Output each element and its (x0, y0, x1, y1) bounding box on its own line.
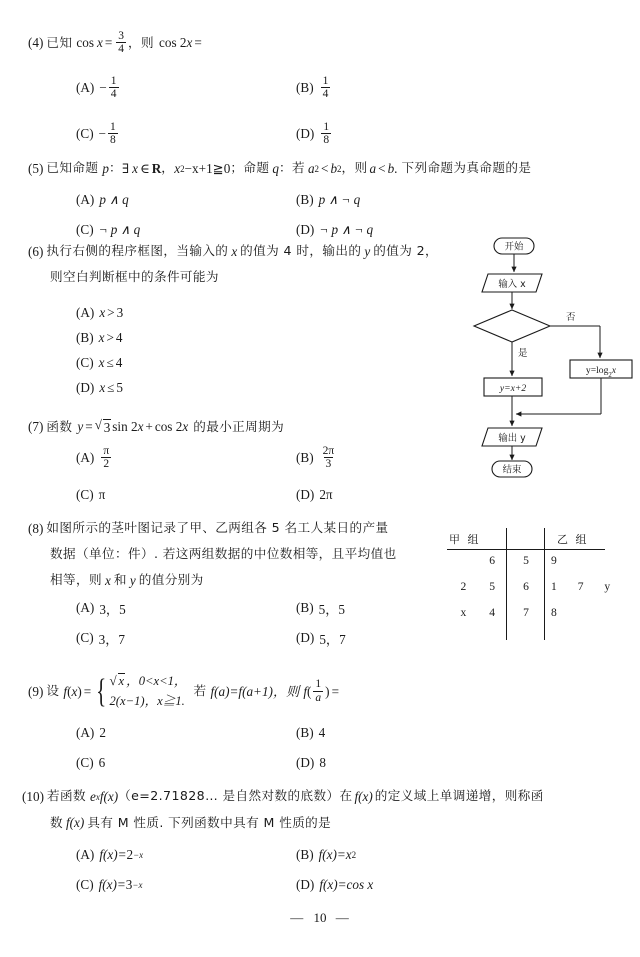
question-6-stem-line-2 (50, 271, 438, 284)
stem-leaf-left-leaves: 2 5 (460, 580, 505, 593)
option-6-D[interactable] (76, 380, 123, 396)
question-8-stem-line-3 (50, 574, 397, 587)
option-7-C-text: π (98, 487, 106, 502)
question-8-line3-c: 的值分别为 (138, 572, 204, 588)
option-7-A-label: (A) (76, 450, 95, 465)
fraction-numerator: 3 (118, 29, 125, 42)
stem-leaf-row (447, 606, 605, 631)
option-7-C[interactable] (76, 487, 105, 503)
option-6-A-var: x (99, 304, 106, 320)
question-9-option-row-2 (28, 748, 458, 778)
option-4-D-fraction (321, 121, 331, 147)
option-6-B[interactable] (76, 330, 122, 346)
option-6-C[interactable] (76, 355, 122, 371)
question-7-x1: x (137, 419, 144, 435)
option-9-D-label: (D) (296, 755, 315, 770)
question-4-cos: cos (76, 35, 94, 51)
question-5-stem: (5) 已知命题 p ： ∃ x ∈ R ， x 2 −x+1≧0 ； 命题 q ： 若 a 2 < b 2 ， 则 a < b . 下列命题为真命题的是 (28, 160, 532, 176)
question-7-option-row-1 (28, 440, 458, 476)
option-8-A[interactable] (76, 599, 126, 618)
flowchart-assign-label: y=x+2 (499, 383, 527, 394)
option-6-B-var: x (98, 329, 105, 345)
option-5-C-text: ¬ p ∧ q (98, 222, 141, 237)
question-4-variable: x (96, 35, 103, 51)
option-9-B-text: 4 (318, 725, 326, 740)
program-flowchart (466, 236, 640, 480)
question-8-line3-a: 相等，则 (50, 572, 102, 588)
sqrt-content: 3 (103, 420, 111, 435)
option-4-D[interactable] (296, 121, 333, 147)
question-4-fraction (116, 30, 126, 56)
question-5-options (28, 185, 458, 245)
option-10-D-label: (D) (296, 877, 315, 892)
option-7-B-fraction (321, 445, 337, 471)
question-7-x2: x (182, 419, 189, 435)
piecewise-case-2-condition: x≧1. (157, 693, 185, 708)
option-4-A-label: (A) (76, 80, 95, 95)
question-6-option-row-C (28, 350, 458, 375)
option-9-C[interactable] (76, 755, 105, 771)
question-6-y: y (364, 244, 371, 259)
option-9-A-text: 2 (99, 725, 106, 740)
colon-1: ： (108, 160, 122, 176)
option-8-A-text: 3，5 (99, 601, 126, 617)
fraction-numerator: 1 (315, 678, 322, 691)
question-4-tail-fn: cos 2 (159, 35, 187, 51)
question-7 (28, 419, 284, 435)
question-4-option-row-1 (28, 68, 458, 108)
option-4-C[interactable] (76, 121, 120, 147)
option-10-A[interactable]: (A) f(x)= 2 −x (76, 847, 144, 862)
log-subscript: 2 (608, 371, 612, 379)
sqrt-content: x (118, 674, 125, 688)
fraction-denominator: 8 (110, 134, 116, 146)
option-7-D-label: (D) (296, 487, 315, 502)
question-9-tail-lparen: ( (307, 683, 312, 699)
option-9-D-text: 8 (319, 755, 326, 770)
option-9-B[interactable] (296, 725, 325, 741)
question-9-number: (9) (28, 683, 44, 699)
stem-leaf-header-right: 乙 组 (557, 533, 589, 546)
option-8-D-text: 5，7 (319, 631, 346, 647)
option-6-A-val: 3 (116, 304, 124, 320)
piecewise-rows (110, 672, 187, 711)
comma-1: ， (161, 160, 175, 176)
option-10-B-base: x (345, 847, 352, 862)
fraction-denominator: 2 (103, 458, 110, 470)
flowchart-input-label: 输入 x (498, 279, 526, 290)
question-8-options (28, 593, 458, 653)
question-10-line2-a: 数 (50, 814, 63, 830)
option-6-B-label: (B) (76, 329, 94, 345)
left-brace-icon: { (96, 672, 107, 710)
question-7-cos: cos 2 (154, 419, 183, 435)
question-4-stem-mid: ，则 (128, 34, 155, 50)
fraction-denominator: 4 (322, 88, 329, 100)
stem-leaf-header-left: 甲 组 (449, 533, 481, 546)
option-9-A[interactable] (76, 725, 106, 741)
option-10-C-label: (C) (76, 877, 94, 892)
question-6-number: (6) (28, 244, 44, 259)
question-8-y: y (129, 572, 136, 588)
question-10-number: (10) (22, 789, 44, 804)
fraction-numerator: 1 (110, 120, 116, 133)
option-10-B-label: (B) (296, 847, 314, 862)
stem-leaf-horizontal-rule (447, 549, 605, 550)
stem-leaf-row (447, 580, 620, 605)
question-6-line1-a: 执行右侧的程序框图，当输入的 (46, 243, 229, 259)
option-5-B-label: (B) (296, 192, 314, 207)
fraction-numerator: 1 (322, 74, 329, 87)
question-7-y: y (77, 419, 84, 435)
option-4-A-fraction (109, 75, 119, 101)
fraction-denominator: a (315, 691, 322, 704)
question-9-tail-f: f (303, 683, 307, 699)
question-6-options (28, 300, 458, 400)
question-10-option-row-2 (28, 870, 458, 900)
option-10-A-base: 2 (126, 847, 134, 862)
option-6-A[interactable] (76, 305, 123, 321)
question-9-tail-rparen: ) (325, 683, 330, 699)
option-7-D-text: 2π (319, 487, 333, 502)
option-5-A[interactable] (76, 192, 129, 208)
option-9-C-text: 6 (98, 755, 106, 770)
option-5-A-label: (A) (76, 192, 95, 207)
question-9-stem (28, 672, 341, 711)
question-4-options (28, 68, 458, 154)
option-5-A-text: p ∧ q (99, 192, 129, 207)
option-4-D-label: (D) (296, 126, 315, 141)
stem-leaf-left-leaves: 6 (489, 554, 505, 567)
option-6-A-rel: > (107, 304, 115, 320)
option-5-B-text: p ∧ ¬ q (318, 192, 361, 207)
ze-character: 则 (354, 160, 368, 176)
flowchart-log-label (586, 365, 617, 379)
option-5-C-label: (C) (76, 222, 94, 237)
less-than-2: < (378, 161, 386, 176)
footer-dash-right: — (335, 910, 350, 925)
option-7-D[interactable] (296, 487, 333, 503)
question-6-stem-line-1 (28, 245, 438, 258)
option-9-A-label: (A) (76, 725, 95, 740)
stem-leaf-left-leaves: x 4 (460, 606, 505, 619)
option-10-B-lhs: f(x)= (318, 847, 346, 862)
question-7-equals: = (85, 419, 93, 435)
question-10-stem-line-1: (10) 若函数 e x f(x) （e=2.71828… 是自然对数的底数） 在 f(x) 的定义域上单调递增，则称函 (22, 788, 544, 804)
question-10-option-row-1 (28, 840, 458, 870)
question-5 (28, 162, 531, 175)
option-6-D-label: (D) (76, 379, 95, 395)
stem-leaf-stem: 7 (523, 606, 529, 619)
exists-symbol: ∃ (121, 161, 130, 176)
semicolon: ； (230, 160, 244, 176)
footer-dash-left: — (290, 910, 305, 925)
stem-leaf-right-leaves: 9 (551, 554, 566, 567)
question-7-number: (7) (28, 419, 44, 435)
question-10-options (28, 840, 458, 900)
option-4-B-label: (B) (296, 80, 314, 95)
question-9-condition: f(a)=f(a+1)，则 (210, 683, 300, 699)
proposition-q: q (272, 161, 279, 176)
question-5-stem-c: 下列命题为真命题的是 (401, 160, 532, 176)
option-10-C[interactable]: (C) f(x)= 3 −x (76, 877, 143, 892)
option-6-C-val: 4 (115, 354, 123, 370)
option-5-D-label: (D) (296, 222, 315, 237)
option-7-B[interactable] (296, 445, 338, 471)
variable-b: b (330, 161, 338, 176)
piecewise-function (93, 672, 186, 711)
option-6-B-val: 4 (115, 329, 123, 345)
fraction-numerator: 1 (110, 74, 117, 87)
option-10-A-lhs: f(x)= (99, 847, 127, 862)
question-8-line2: 数据（单位：件）. 若这两组数据的中位数相等，且平均值也 (50, 546, 397, 562)
fraction-denominator: 4 (118, 42, 125, 55)
question-9-options (28, 718, 458, 778)
question-4-stem (28, 30, 204, 56)
stem-leaf-right-leaves: 8 (551, 606, 566, 619)
question-9-tail-equals: = (331, 683, 339, 699)
fraction-numerator: π (103, 444, 110, 457)
question-4-equals: = (104, 35, 113, 51)
variable-a-2: a (369, 161, 377, 176)
option-9-B-label: (B) (296, 725, 314, 740)
stem-leaf-right-leaves: 1 7 y (551, 580, 620, 593)
piecewise-case-2-expr: 2(x−1)， (109, 693, 158, 708)
flowchart-output-label: 输出 y (498, 433, 526, 444)
option-8-C-text: 3，7 (98, 631, 125, 647)
question-8-option-row-1 (28, 593, 458, 623)
question-9-tail-fraction (313, 678, 323, 704)
question-4-option-row-2 (28, 114, 458, 154)
option-6-C-label: (C) (76, 354, 94, 370)
option-6-A-label: (A) (76, 304, 95, 320)
question-7-plus: + (145, 419, 153, 435)
option-8-C[interactable] (76, 629, 125, 648)
option-10-C-lhs: f(x)= (98, 877, 126, 892)
option-4-A-sign: − (99, 80, 107, 95)
option-8-C-label: (C) (76, 630, 94, 645)
question-5-number: (5) (28, 161, 44, 176)
option-6-B-rel: > (106, 329, 114, 345)
option-5-D[interactable] (296, 222, 373, 238)
piecewise-case-2 (110, 692, 187, 712)
question-7-sin: sin 2 (112, 419, 138, 435)
question-9-x: x (71, 683, 78, 699)
question-8-x: x (104, 572, 111, 588)
option-8-D-label: (D) (296, 630, 315, 645)
question-10-line2-b: 具有 M 性质. 下列函数中具有 M 性质的是 (87, 814, 332, 830)
flowchart-end-label: 结束 (502, 464, 522, 476)
question-6-option-row-D (28, 375, 458, 400)
question-4 (28, 30, 204, 56)
question-8-number: (8) (28, 521, 44, 536)
question-9-rparen: ) (77, 683, 82, 699)
question-8 (28, 522, 397, 587)
option-8-B[interactable] (296, 599, 345, 618)
log-tail: x (611, 365, 617, 376)
question-5-option-row-1 (28, 185, 458, 215)
option-5-D-text: ¬ p ∧ ¬ q (319, 222, 374, 237)
option-8-D[interactable] (296, 629, 346, 648)
question-10-fx-3: f(x) (66, 815, 85, 831)
option-8-A-label: (A) (76, 600, 95, 615)
question-6-x: x (231, 244, 238, 259)
question-4-tail-var: x (186, 35, 193, 51)
option-10-C-base: 3 (125, 877, 133, 892)
variable-a: a (307, 161, 315, 176)
question-10-line1-a: 若函数 (46, 788, 86, 804)
option-7-A-fraction (101, 445, 111, 471)
question-7-stem (28, 419, 284, 435)
question-9-option-row-1 (28, 718, 458, 748)
page-number: 10 (313, 910, 327, 925)
option-7-A[interactable] (76, 445, 113, 471)
option-10-A-label: (A) (76, 847, 95, 862)
real-numbers-symbol: R (151, 161, 162, 176)
question-8-stem-line-1 (28, 522, 397, 535)
flowchart-no-label: 否 (566, 312, 576, 323)
fraction-numerator: 1 (323, 120, 330, 133)
question-10-fx: f(x) (99, 789, 119, 804)
question-8-line1: 如图所示的茎叶图记录了甲、乙两组各 5 名工人某日的产量 (46, 520, 389, 536)
variable-x: x (132, 161, 138, 176)
comma-2: ， (341, 160, 355, 176)
stem-leaf-row (447, 554, 605, 579)
fraction-denominator: 4 (110, 88, 117, 100)
question-8-line3-b: 和 (113, 572, 127, 588)
question-9-equals: = (83, 683, 92, 699)
option-4-C-fraction (108, 121, 118, 147)
ruo-character: 若 (291, 160, 305, 176)
option-10-B[interactable]: (B) f(x)= x 2 (296, 847, 357, 862)
less-than-1: < (321, 161, 329, 176)
option-7-C-label: (C) (76, 487, 94, 502)
question-9-lparen: ( (67, 683, 72, 699)
option-4-B[interactable] (296, 75, 332, 101)
colon-2: ： (278, 160, 292, 176)
question-10-paren-note: （e=2.71828… 是自然对数的底数） (118, 788, 340, 804)
stem-and-leaf-plot (447, 528, 620, 640)
sqrt-icon (95, 419, 112, 435)
element-of-symbol: ∈ (139, 161, 150, 176)
question-9 (28, 672, 341, 711)
option-5-B[interactable] (296, 192, 360, 208)
question-5-stem-b: 命题 (243, 160, 270, 176)
question-10-stem-line-2 (50, 816, 544, 829)
option-8-B-label: (B) (296, 600, 314, 615)
option-6-C-var: x (98, 354, 105, 370)
fraction-denominator: 8 (323, 134, 330, 146)
option-4-C-label: (C) (76, 126, 94, 141)
question-7-stem-b: 的最小正周期为 (193, 418, 285, 434)
question-4-tail-equals: = (194, 35, 202, 51)
stem-leaf-stem: 5 (523, 554, 529, 567)
flowchart-decision-shape (474, 310, 550, 342)
question-6-option-row-A (28, 300, 458, 325)
option-7-B-label: (B) (296, 450, 314, 465)
question-6-line2: 则空白判断框中的条件可能为 (50, 269, 219, 285)
question-7-stem-a: 函数 (46, 418, 73, 434)
variable-b-2: b (387, 161, 395, 176)
option-6-D-rel: ≤ (107, 379, 115, 395)
page-footer (0, 910, 640, 926)
question-5-option-row-2 (28, 215, 458, 245)
question-10-line1-b: 在 (339, 788, 353, 804)
question-10-e: e (89, 789, 96, 804)
option-6-C-rel: ≤ (106, 354, 114, 370)
question-6-option-row-B (28, 325, 458, 350)
piecewise-case-1-condition: ，0<x<1， (126, 674, 187, 688)
fraction-denominator: 3 (325, 458, 332, 470)
option-4-C-sign: − (98, 126, 107, 141)
option-4-B-fraction (321, 75, 331, 101)
question-7-options (28, 440, 458, 510)
stem-leaf-stem: 6 (523, 580, 529, 593)
option-10-D-lhs: f(x)=cos x (319, 877, 374, 892)
question-9-f: f (63, 683, 68, 699)
question-4-stem-prefix: 已知 (46, 34, 73, 50)
question-6-line1-b: 的值为 4 时，输出的 (240, 243, 362, 259)
question-9-ruo: 若 (193, 683, 207, 699)
question-10-fx-2: f(x) (354, 789, 373, 804)
question-8-stem-line-2 (50, 548, 397, 561)
flowchart-start-label: 开始 (504, 241, 524, 253)
question-10 (22, 790, 544, 829)
fraction-numerator: 2π (322, 444, 335, 457)
question-9-she: 设 (46, 683, 60, 699)
question-8-option-row-2 (28, 623, 458, 653)
option-4-A[interactable] (76, 75, 121, 101)
flowchart-yes-label: 是 (518, 348, 528, 359)
option-6-D-var: x (99, 379, 106, 395)
option-9-C-label: (C) (76, 755, 94, 770)
question-6 (28, 245, 438, 284)
option-6-D-val: 5 (116, 379, 124, 395)
period: . (394, 161, 398, 176)
proposition-p: p (102, 161, 109, 176)
sqrt-icon (110, 672, 126, 692)
question-6-line1-c: 的值为 2， (373, 243, 438, 259)
option-9-D[interactable] (296, 755, 326, 771)
question-4-number: (4) (28, 35, 44, 51)
option-8-B-text: 5，5 (318, 601, 345, 617)
question-10-line1-c: 的定义域上单调递增，则称函 (374, 788, 544, 804)
stem-leaf-header (447, 528, 607, 550)
question-5-stem-a: 已知命题 (46, 160, 99, 176)
expr-base: x (174, 161, 181, 176)
option-5-C[interactable] (76, 222, 140, 238)
option-10-D[interactable] (296, 877, 373, 893)
log-lead: y=log (585, 365, 609, 376)
piecewise-case-1 (110, 672, 187, 692)
question-7-option-row-2 (28, 480, 458, 510)
flowchart-svg (466, 236, 640, 480)
expr-rest: −x+1≧0 (184, 161, 231, 176)
